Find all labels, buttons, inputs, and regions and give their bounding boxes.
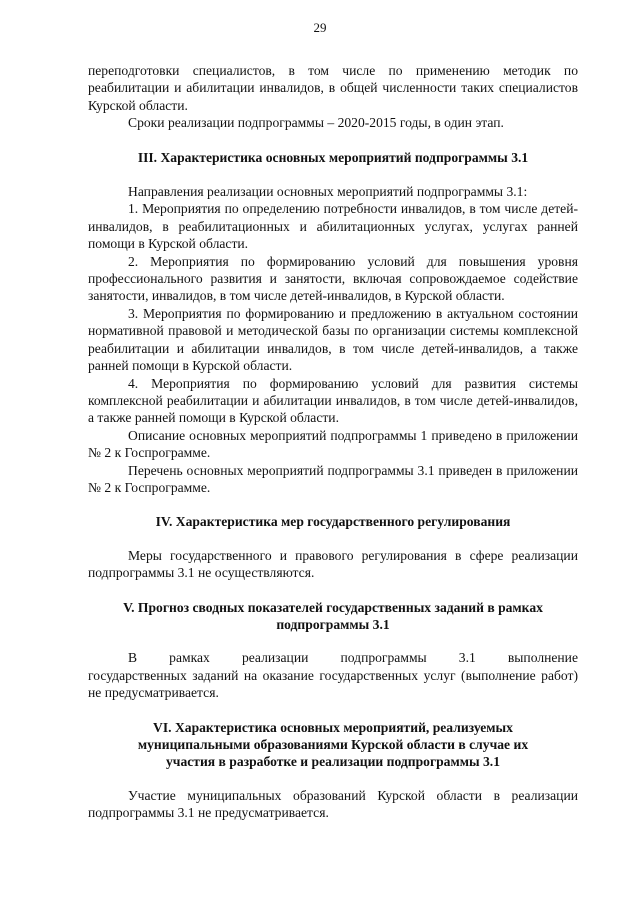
section-3-heading: III. Характеристика основных мероприятий подпрограммы 3.1 — [137, 149, 529, 165]
section-6-text: Участие муниципальных образований Курской области в реализации подпрограммы 3.1 не предусматривается. — [88, 787, 578, 821]
section-5-word: рамках — [169, 650, 210, 666]
section-5-text: государственных заданий на оказание государственных услуг (выполнение работ) не предусматривается. — [88, 667, 578, 701]
intro-continuation-paragraph: переподготовки специалистов, в том числе по применению методик по реабилитации и абилитации инвалидов, в общей численности таких специалистов Курской области. — [88, 63, 578, 113]
section-5-heading-line-2: подпрограммы 3.1 — [276, 616, 390, 632]
section-5-heading-line-1: V. Прогноз сводных показателей государственных заданий в рамках — [123, 599, 543, 615]
section-3-item-3: 3. Мероприятия по формированию и предложению в актуальном состоянии нормативной правовой и методической базы по организации системы комплексной реабилитации и абилитации инвалидов, в том числе детей-инвалидов, а также ранней помощи в Курской области. — [88, 305, 578, 374]
section-3-item-1: 1. Мероприятия по определению потребности инвалидов, в том числе детей-инвалидов, в реабилитационных и абилитационных услугах, услугах ранней помощи в Курской области. — [88, 201, 578, 252]
section-4-heading: IV. Характеристика мер государственного регулирования — [155, 514, 511, 530]
document-body — [88, 62, 578, 822]
section-5-heading — [88, 599, 578, 634]
section-3-item-4: 4. Мероприятия по формированию условий для развития системы комплексной реабилитации и абилитации инвалидов, в том числе детей-инвалидов, а также ранней помощи в Курской области. — [88, 375, 578, 426]
section-4-text: Меры государственного и правового регулирования в сфере реализации подпрограммы 3.1 не осуществляются. — [88, 547, 578, 581]
section-5-word: реализации — [241, 650, 309, 666]
section-6-heading-line-1: VI. Характеристика основных мероприятий, реализуемых — [153, 719, 513, 735]
section-6-heading-line-2: муниципальными образованиями Курской области в случае их — [137, 737, 529, 752]
section-5-word: подпрограммы — [340, 650, 427, 666]
section-6-heading — [88, 719, 578, 771]
section-5-word: В — [128, 650, 138, 666]
section-3-lead: Направления реализации основных мероприятий подпрограммы 3.1: — [128, 184, 528, 200]
timeline-paragraph: Сроки реализации подпрограммы – 2020-2015 годы, в один этап. — [128, 115, 504, 131]
section-6-heading-line-3: участия в разработке и реализации подпрограммы 3.1 — [165, 754, 501, 770]
section-3-list-reference: Перечень основных мероприятий подпрограммы 3.1 приведен в приложении № 2 к Госпрограмме. — [88, 462, 578, 495]
section-5-word: выполнение — [507, 650, 578, 666]
section-5-first-line — [88, 649, 578, 666]
section-3-item-2: 2. Мероприятия по формированию условий для повышения уровня профессионального развития и занятости, включая сопровождаемое содействие занятости, инвалидов, в том числе детей-инвалидов, в Курской области. — [88, 253, 578, 304]
section-3-description: Описание основных мероприятий подпрограммы 1 приведено в приложении № 2 к Госпрограмме. — [88, 427, 578, 461]
section-5-word: 3.1 — [458, 650, 476, 666]
page-number: 29 — [313, 20, 327, 35]
